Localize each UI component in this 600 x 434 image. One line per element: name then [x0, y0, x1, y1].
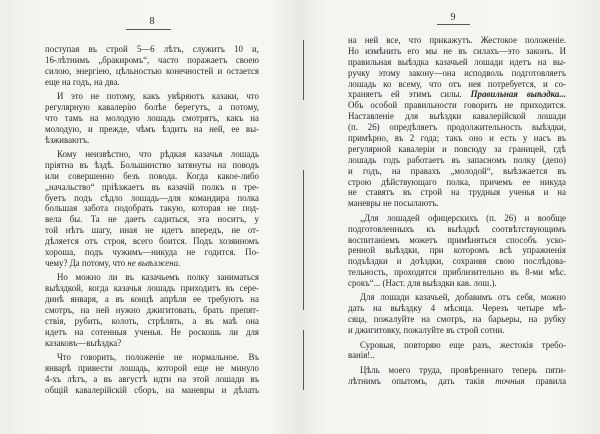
text-line: буетъ подъ сѣдло лошадь—для командира полка [45, 192, 259, 203]
paragraph [348, 35, 566, 209]
text-segment: чему? Да потому, что [45, 257, 128, 268]
text-line: или совершенно безъ повода. Когда какое-либо [45, 170, 259, 181]
text-line: Что говорить, положеніе не нормальное. Въ [57, 352, 259, 363]
paragraph [348, 292, 566, 336]
text-line: молодую, и прежде, чѣмъ ѣздить на ней, ее вы- [45, 123, 259, 134]
text-line: идетъ на сотенныя ученья. Не роскошь ли для [45, 326, 259, 337]
page-number-rule [126, 29, 171, 30]
bold-italic-text: Правильная выѣздка... [470, 89, 566, 100]
text-line: и джигитовку, пожалуйте въ строй сотни. [348, 325, 505, 336]
text-line: лошадь годъ работаетъ въ запасномъ полку (депо) [348, 154, 566, 165]
text-line: строю дѣйствующаго полка, причемъ ее никуда [348, 176, 566, 187]
text-line: Для лошади казачьей, добавимъ отъ себя, можно [360, 292, 566, 303]
text-line: выѣздкой, когда казачья лошадь приходитъ въ сере- [45, 283, 259, 294]
paragraph [348, 365, 566, 387]
text-line: 16-лѣтнимъ „бракиромъ“, часто поражаетъ своею [45, 54, 259, 65]
text-line: ручку этому закону—она исподволь подготовляетъ [348, 67, 566, 78]
text-line: тельность, проходятся приблизительно въ 8-ми мѣс. [348, 267, 566, 278]
text-line: подготовленныхъ къ выѣздкѣ соотвѣтствующимъ [348, 223, 566, 234]
text-line [45, 258, 259, 269]
page-body [348, 35, 566, 387]
text-line: общій кавалерійскій сборъ, на маневры и дѣлать [45, 384, 259, 395]
text-line: казаковъ—выѣздка? [45, 337, 122, 348]
text-line: срокъ“... (Наст. для выѣздки кав. лош.). [348, 278, 497, 289]
text-line: поступая въ строй 5—6 лѣтъ, служитъ 10 и, [45, 44, 259, 54]
text-line: Суровыя, повторяю еще разъ, жестокія требо- [360, 339, 566, 350]
text-line: подъѣздки и доѣздки, сохраняя свою послѣдова- [348, 256, 566, 267]
text-line: „начальство“ пріѣзжаетъ въ казачій полкъ и тре- [45, 181, 259, 192]
text-line: ванія!.. [348, 350, 375, 361]
paragraph [45, 149, 259, 269]
text-line: не ставятъ въ строй на трудныя ученья и на [348, 187, 566, 198]
text-line: Но измѣнить его мы не въ силахъ—это законъ. И [348, 45, 566, 56]
text-line: 4-хъ лѣтъ, а въ августѣ идти на этой лошади въ [45, 373, 259, 384]
text-segment: лѣтнимъ опытомъ, дать такія [348, 375, 496, 386]
text-line: смотръ, на ней нужно джигитовать, брать препят- [45, 304, 259, 315]
paragraph [45, 91, 259, 145]
text-line: „Для лошадей офицерскихъ (п. 26) и вообще [360, 212, 566, 223]
text-line: Объ особой правильности говорить не приходится. [348, 100, 566, 111]
text-line: сяца, пожалуйте на смотръ, на барьеры, на рубку [348, 314, 566, 325]
text-line: регулярную кавалерію болѣе берегутъ, а потому, [45, 101, 259, 112]
text-line: Кому неизвѣстно, что рѣдкая казачья лошадь [57, 149, 259, 160]
right-page [300, 0, 600, 434]
paragraph [45, 272, 259, 348]
page-body [45, 44, 259, 396]
text-line: (п. 26) опредѣляетъ продолжительность выѣздки, [348, 122, 566, 133]
text-line: ствія, рубить, колоть, стрѣлять, а въ маѣ она [45, 315, 259, 326]
paragraph [45, 44, 259, 88]
text-line: январѣ привести лошадь, которой еще не минуло [45, 362, 259, 373]
page-number-rule [437, 24, 470, 25]
text-line: воспитаніемъ можетъ примѣняться способъ уско- [348, 234, 566, 245]
text-line [348, 376, 566, 387]
text-line: на ней все, что прикажутъ. Жестокое положеніе. [348, 35, 566, 45]
text-line: динѣ января, а въ концѣ апрѣля ее требуютъ на [45, 294, 259, 305]
text-line: большая забота подобрать такую, которая не под- [45, 203, 259, 214]
binding-fold-mark [303, 330, 304, 390]
text-line [348, 89, 566, 100]
text-line [348, 365, 566, 376]
text-line: силою, энергіею, цѣльностью конечностей и остается [45, 65, 259, 76]
text-line: вела бы. Та не даетъ садиться, эта носитъ, у [45, 214, 259, 225]
text-line: правильная выѣздка казачьей лошади идетъ на вы- [348, 56, 566, 67]
text-line: примѣрно, въ 2 года; такъ оно и есть у насъ въ [348, 133, 566, 144]
page-number: 9 [450, 12, 456, 23]
text-segment: Цѣль моего труда, провѣреннаго теперь пяти- [360, 364, 566, 375]
text-line: и годъ, на правахъ „молодой“, выѣзжается въ [348, 165, 566, 176]
text-segment: храняетъ ей этимъ силы. [348, 89, 471, 100]
text-line: Но можно ли въ казачьемъ полку заниматься [57, 272, 259, 283]
text-line: регулярной кавалеріи и повсюду за границей, гдѣ [348, 143, 566, 154]
text-line: ренной выѣздки, при которомъ всѣ упражненія [348, 245, 566, 256]
text-line: дѣляется отъ строя, всего боится. Подъ хозяиномъ [45, 236, 259, 247]
page-number: 8 [149, 16, 155, 27]
text-line: что тамъ на молодую лошадь смотрятъ, какъ на [45, 112, 259, 123]
binding-fold-mark [303, 170, 304, 310]
paragraph [348, 213, 566, 289]
binding-fold-mark [303, 40, 304, 100]
text-line: И это не потому, какъ увѣряютъ казаки, что [57, 91, 259, 102]
text-line: лошадь ко всему, что отъ нея потребуется, и со- [348, 78, 566, 89]
text-line: той нѣтъ шагу, иная не идетъ впередъ, не от- [45, 225, 259, 236]
text-line: еще на годъ, на два. [45, 76, 120, 87]
text-line: хороша, подъ чужимъ—никуда не годится. По- [45, 247, 259, 258]
paragraph [45, 352, 259, 396]
text-line: ѣзживаютъ. [45, 134, 90, 145]
text-line: Наставленіе для выѣздки кавалерійской лошади [348, 111, 566, 122]
paragraph [348, 340, 566, 362]
italic-text: точныя [495, 375, 525, 386]
text-line: пріятна въ ѣздѣ. Большинство затянуты на поводъ [45, 159, 259, 170]
text-segment: правила [524, 375, 567, 386]
italic-text: не выѣзжена. [127, 257, 181, 268]
text-line: дать на выѣздку 4 мѣсяца. Черезъ четыре мѣ- [348, 303, 566, 314]
text-line: маневры не посылаютъ. [348, 198, 439, 209]
